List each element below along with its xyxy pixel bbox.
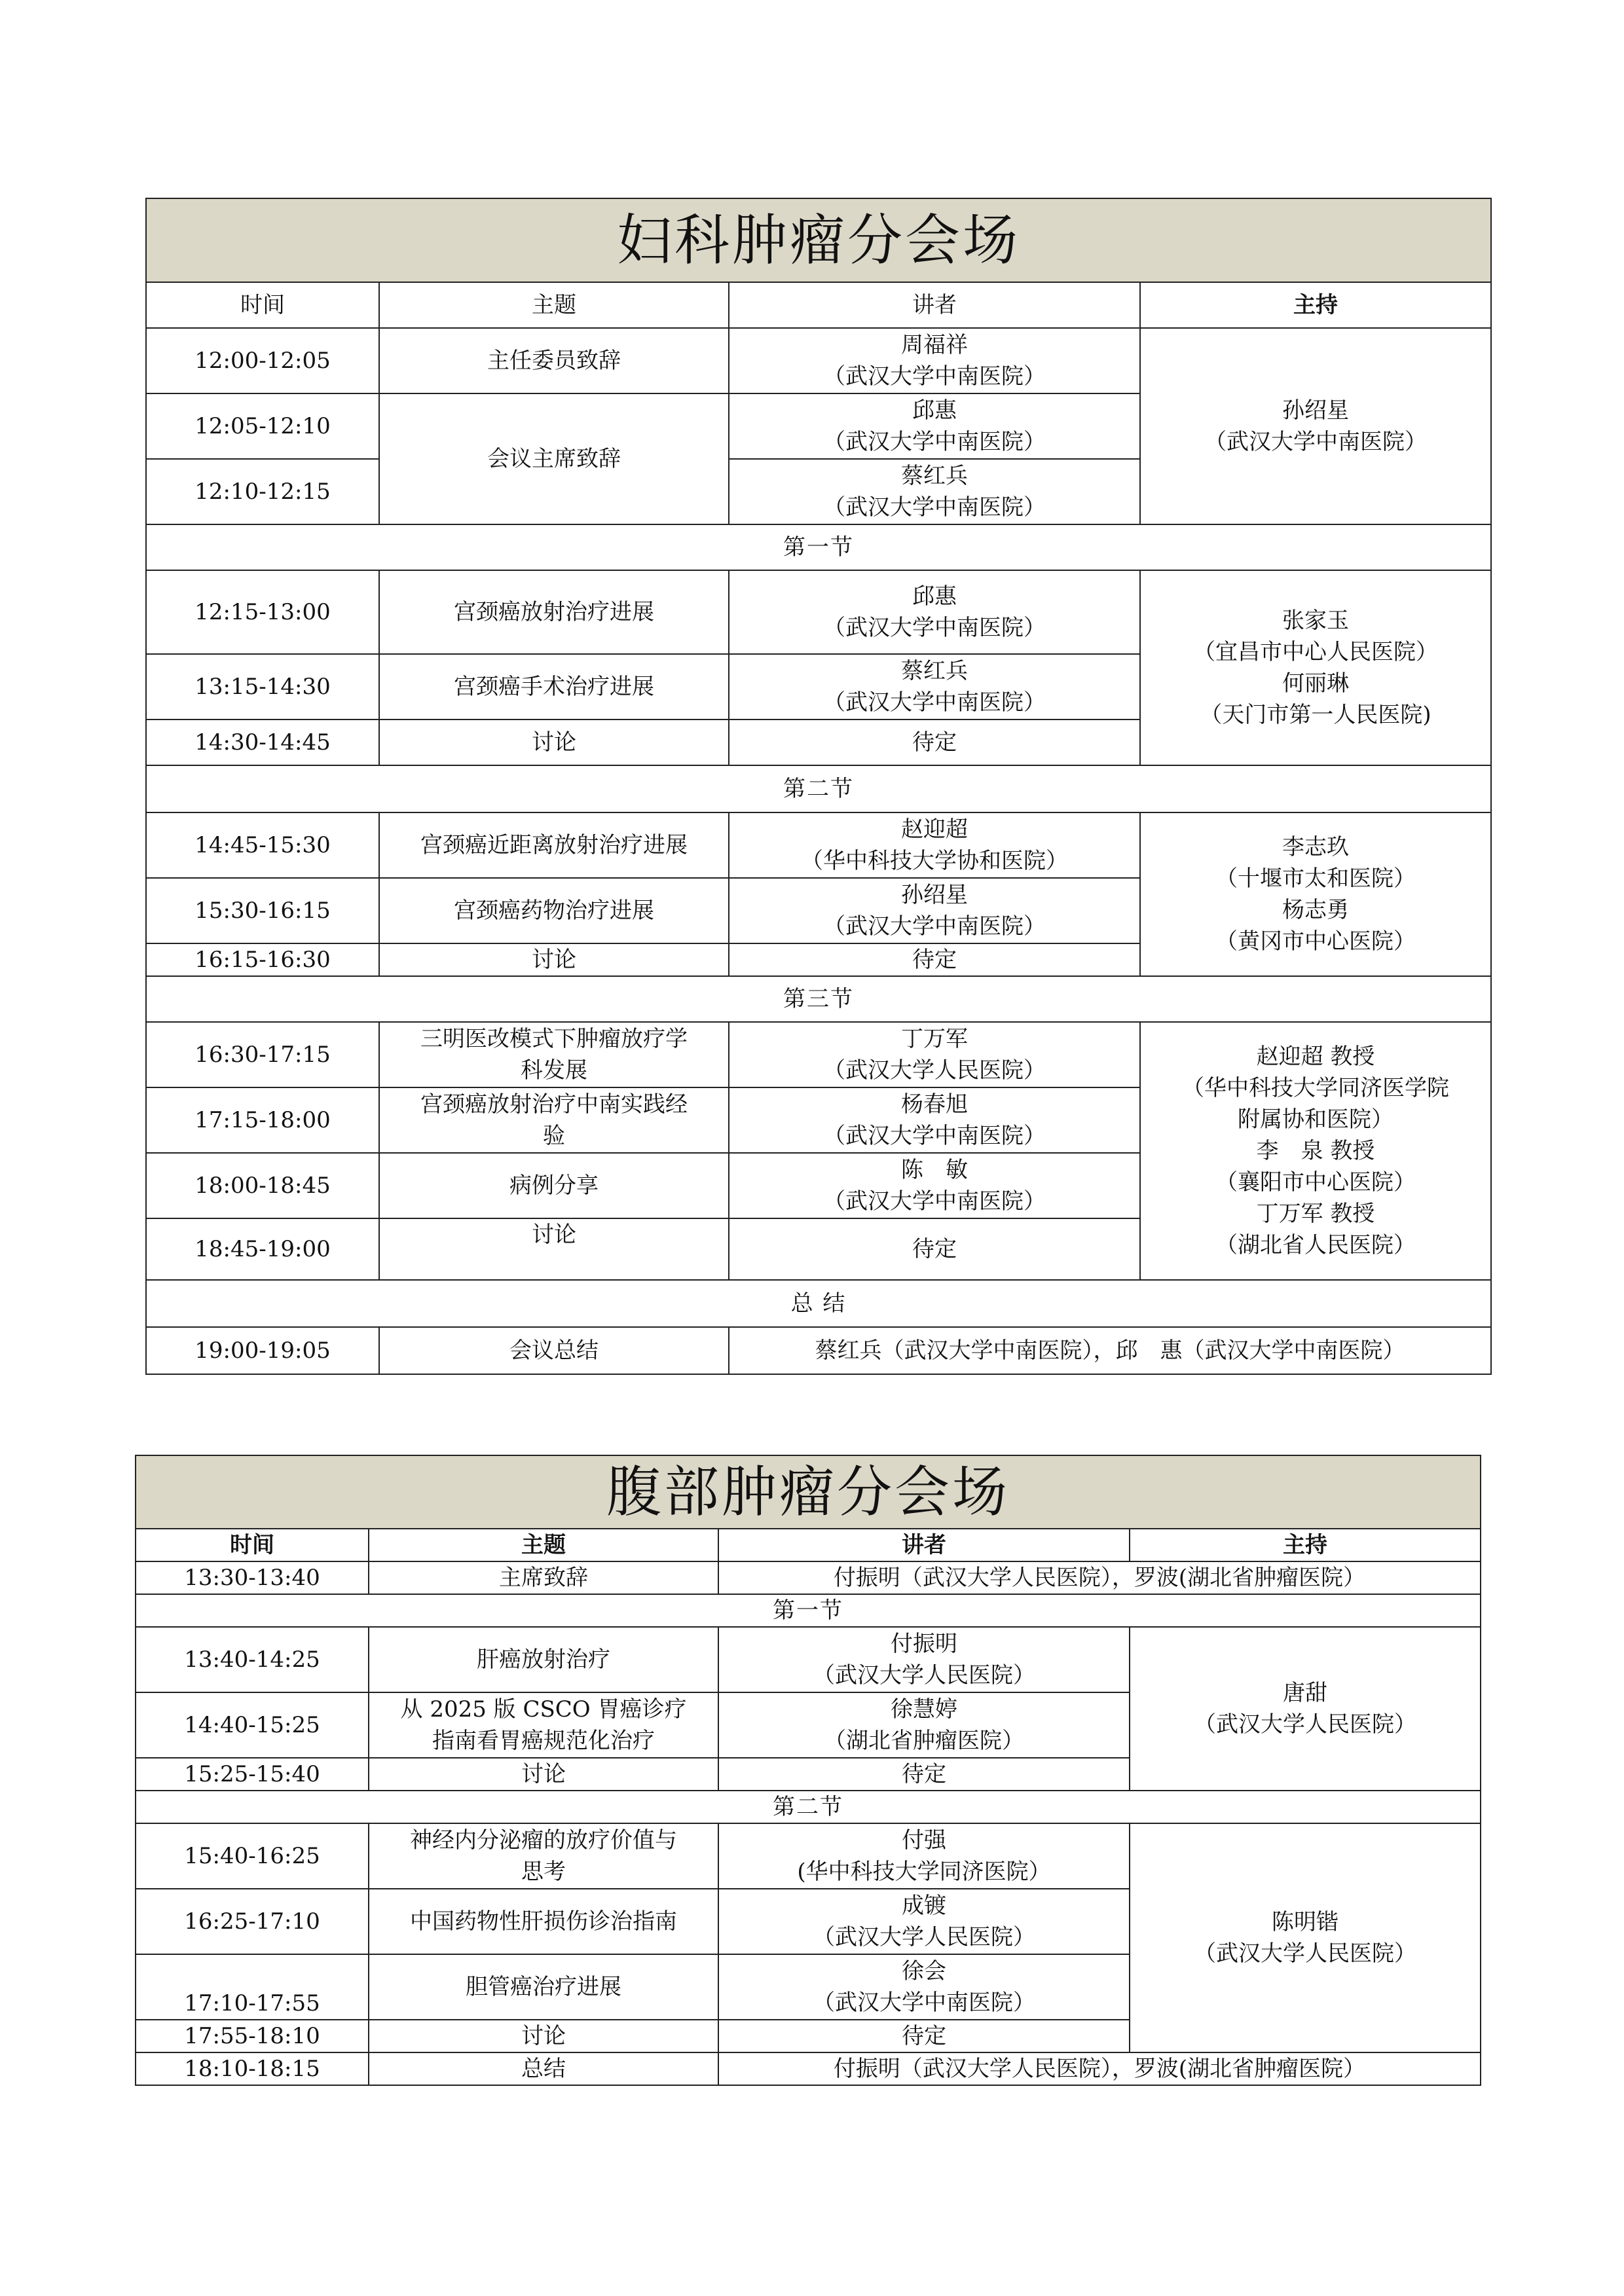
time-cell: 18:00-18:45 xyxy=(146,1153,379,1218)
time-cell: 12:15-13:00 xyxy=(146,570,379,654)
time-cell: 16:15-16:30 xyxy=(146,943,379,976)
time-cell: 17:10-17:55 xyxy=(136,1954,369,2020)
topic-cell: 宫颈癌药物治疗进展 xyxy=(379,878,729,943)
speaker-cell: 赵迎超 （华中科技大学协和医院） xyxy=(729,812,1140,878)
section-label: 第一节 xyxy=(146,524,1491,570)
time-cell: 12:00-12:05 xyxy=(146,328,379,393)
topic-cell: 中国药物性肝损伤诊治指南 xyxy=(369,1889,718,1954)
host-cell: 赵迎超 教授 （华中科技大学同济医学院 附属协和医院） 李 泉 教授 （襄阳市中心医院） 丁万军 教授 （湖北省人民医院） xyxy=(1140,1022,1491,1280)
speaker-cell: 待定 xyxy=(729,943,1140,976)
time-cell: 12:05-12:10 xyxy=(146,393,379,459)
section-label: 第三节 xyxy=(146,976,1491,1022)
host-cell: 陈明锴 （武汉大学人民医院） xyxy=(1130,1823,1481,2052)
topic-cell: 宫颈癌放射治疗中南实践经 验 xyxy=(379,1087,729,1153)
speaker-cell: 待定 xyxy=(729,720,1140,765)
table-row xyxy=(146,328,1491,393)
speaker-cell: 徐慧婷 （湖北省肿瘤医院） xyxy=(718,1692,1130,1758)
topic-cell: 主席致辞 xyxy=(369,1561,718,1594)
time-cell: 13:15-14:30 xyxy=(146,654,379,720)
header-speaker: 讲者 xyxy=(729,282,1140,328)
topic-cell: 讨论 xyxy=(379,1218,729,1280)
table-row xyxy=(146,1327,1491,1374)
time-cell: 15:40-16:25 xyxy=(136,1823,369,1889)
speaker-cell: 待定 xyxy=(718,1758,1130,1791)
speaker-cell: 待定 xyxy=(718,2020,1130,2052)
speaker-cell: 蔡红兵 （武汉大学中南医院） xyxy=(729,459,1140,524)
time-cell: 16:30-17:15 xyxy=(146,1022,379,1087)
topic-cell: 讨论 xyxy=(379,943,729,976)
time-cell: 16:25-17:10 xyxy=(136,1889,369,1954)
time-cell: 14:45-15:30 xyxy=(146,812,379,878)
time-cell: 15:25-15:40 xyxy=(136,1758,369,1791)
topic-cell: 主任委员致辞 xyxy=(379,328,729,393)
host-cell: 李志玖 （十堰市太和医院） 杨志勇 （黄冈市中心医院） xyxy=(1140,812,1491,976)
gyn-schedule-table xyxy=(145,198,1492,1375)
header-host: 主持 xyxy=(1130,1529,1481,1561)
topic-cell: 神经内分泌瘤的放疗价值与 思考 xyxy=(369,1823,718,1889)
speaker-cell: 蔡红兵 （武汉大学中南医院） xyxy=(729,654,1140,720)
topic-cell: 病例分享 xyxy=(379,1153,729,1218)
speaker-cell: 杨春旭 （武汉大学中南医院） xyxy=(729,1087,1140,1153)
topic-cell: 三明医改模式下肿瘤放疗学 科发展 xyxy=(379,1022,729,1087)
speaker-cell: 付振明 （武汉大学人民医院） xyxy=(718,1627,1130,1692)
section-label: 第二节 xyxy=(136,1791,1481,1823)
table-row xyxy=(136,1627,1481,1692)
table-row xyxy=(136,2052,1481,2085)
speaker-cell: 邱惠 （武汉大学中南医院） xyxy=(729,393,1140,459)
section-label: 总 结 xyxy=(146,1280,1491,1327)
topic-cell: 会议主席致辞 xyxy=(379,393,729,524)
time-cell: 13:30-13:40 xyxy=(136,1561,369,1594)
time-cell: 12:10-12:15 xyxy=(146,459,379,524)
time-cell: 13:40-14:25 xyxy=(136,1627,369,1692)
table-row xyxy=(146,1022,1491,1087)
speaker-cell: 付振明（武汉大学人民医院），罗波(湖北省肿瘤医院） xyxy=(718,1561,1481,1594)
speaker-cell: 周福祥 （武汉大学中南医院） xyxy=(729,328,1140,393)
topic-cell: 宫颈癌近距离放射治疗进展 xyxy=(379,812,729,878)
table-row xyxy=(146,570,1491,654)
time-cell: 15:30-16:15 xyxy=(146,878,379,943)
speaker-cell: 孙绍星 （武汉大学中南医院） xyxy=(729,878,1140,943)
time-cell: 14:40-15:25 xyxy=(136,1692,369,1758)
speaker-cell: 丁万军 （武汉大学人民医院） xyxy=(729,1022,1140,1087)
section-label: 第二节 xyxy=(146,765,1491,812)
speaker-cell: 付强 (华中科技大学同济医院） xyxy=(718,1823,1130,1889)
speaker-cell: 待定 xyxy=(729,1218,1140,1280)
topic-cell: 从 2025 版 CSCO 胃癌诊疗 指南看胃癌规范化治疗 xyxy=(369,1692,718,1758)
speaker-cell: 蔡红兵（武汉大学中南医院），邱 惠（武汉大学中南医院） xyxy=(729,1327,1491,1374)
time-cell: 17:15-18:00 xyxy=(146,1087,379,1153)
topic-cell: 宫颈癌手术治疗进展 xyxy=(379,654,729,720)
time-cell: 14:30-14:45 xyxy=(146,720,379,765)
time-cell: 18:10-18:15 xyxy=(136,2052,369,2085)
gyn-title: 妇科肿瘤分会场 xyxy=(146,198,1491,282)
header-topic: 主题 xyxy=(379,282,729,328)
topic-cell: 宫颈癌放射治疗进展 xyxy=(379,570,729,654)
topic-cell: 总结 xyxy=(369,2052,718,2085)
section-label: 第一节 xyxy=(136,1594,1481,1627)
abd-schedule-table xyxy=(135,1455,1481,2086)
topic-cell: 讨论 xyxy=(379,720,729,765)
table-row xyxy=(146,812,1491,878)
time-cell: 17:55-18:10 xyxy=(136,2020,369,2052)
speaker-cell: 付振明（武汉大学人民医院），罗波(湖北省肿瘤医院） xyxy=(718,2052,1481,2085)
host-cell: 唐甜 （武汉大学人民医院） xyxy=(1130,1627,1481,1791)
speaker-cell: 徐会 （武汉大学中南医院） xyxy=(718,1954,1130,2020)
table-row xyxy=(136,1823,1481,1889)
header-host: 主持 xyxy=(1140,282,1491,328)
time-cell: 19:00-19:05 xyxy=(146,1327,379,1374)
header-time: 时间 xyxy=(136,1529,369,1561)
time-cell: 18:45-19:00 xyxy=(146,1218,379,1280)
host-cell: 张家玉 （宜昌市中心人民医院） 何丽琳 （天门市第一人民医院) xyxy=(1140,570,1491,765)
abd-title: 腹部肿瘤分会场 xyxy=(136,1455,1481,1529)
topic-cell: 肝癌放射治疗 xyxy=(369,1627,718,1692)
topic-cell: 讨论 xyxy=(369,1758,718,1791)
header-time: 时间 xyxy=(146,282,379,328)
speaker-cell: 邱惠 （武汉大学中南医院） xyxy=(729,570,1140,654)
header-topic: 主题 xyxy=(369,1529,718,1561)
speaker-cell: 成镀 （武汉大学人民医院） xyxy=(718,1889,1130,1954)
speaker-cell: 陈 敏 （武汉大学中南医院） xyxy=(729,1153,1140,1218)
host-cell: 孙绍星 （武汉大学中南医院） xyxy=(1140,328,1491,524)
topic-cell: 胆管癌治疗进展 xyxy=(369,1954,718,2020)
header-speaker: 讲者 xyxy=(718,1529,1130,1561)
topic-cell: 讨论 xyxy=(369,2020,718,2052)
topic-cell: 会议总结 xyxy=(379,1327,729,1374)
table-row xyxy=(136,1561,1481,1594)
